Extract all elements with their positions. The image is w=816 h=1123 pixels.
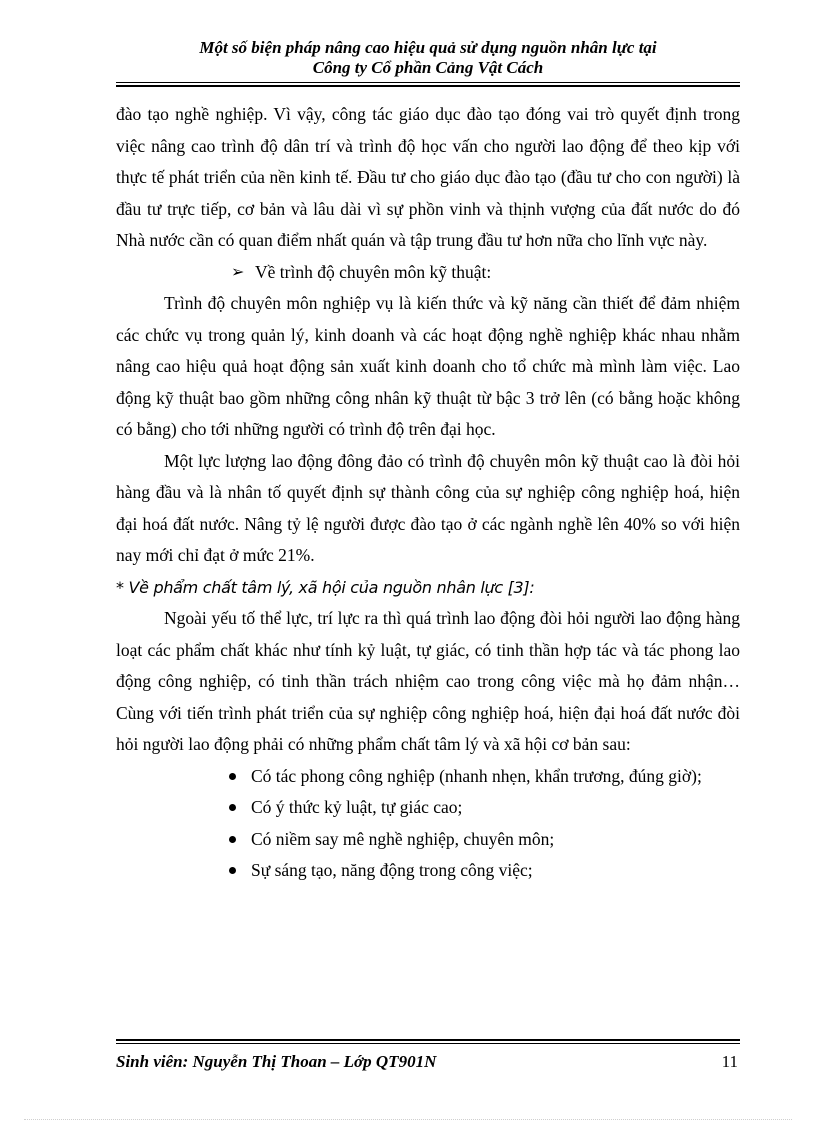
list-item-text: Có ý thức kỷ luật, tự giác cao; <box>251 797 463 817</box>
list-item-text: Có niềm say mê nghề nghiệp, chuyên môn; <box>251 828 555 849</box>
footer-rule-thick <box>116 1039 740 1041</box>
bullet-dot-icon <box>229 804 236 811</box>
document-body <box>116 99 740 887</box>
bullet-dot-icon <box>229 773 236 780</box>
footer-student-info: Sinh viên: Nguyễn Thị Thoan – Lớp QT901N <box>116 1052 437 1071</box>
paragraph-workforce: Một lực lượng lao động đông đảo có trình độ chuyên môn kỹ thuật cao là đòi hỏi hàng đầu và là nhân tố quyết định sự thành công của sự nghiệp công nghiệp hoá, hiện đại hoá đất nước. Nâng tỷ lệ người được đào tạo ở các ngành nghề lên 40% so với hiện nay mới chỉ đạt ở mức 21%. <box>116 450 740 565</box>
subheading-text: Về trình độ chuyên môn kỹ thuật: <box>255 261 492 282</box>
paragraph-qualities: Ngoài yếu tố thể lực, trí lực ra thì quá trình lao động đòi hỏi người lao động hàng loạt các phẩm chất khác như tính kỷ luật, tự giác, có tinh thần hợp tác và tác phong lao động công nghiệp, có tinh thần trách nhiệm cao trong công việc mà họ đảm nhận… Cùng với tiến trình phát triển của sự nghiệp công nghiệp hoá, hiện đại hoá đất nước đòi hỏi người lao động phải có những phẩm chất tâm lý và xã hội cơ bản sau: <box>116 608 740 754</box>
list-item <box>229 792 740 824</box>
bullet-dot-icon <box>229 836 236 843</box>
subheading-technical-qualification <box>116 257 740 289</box>
footer-rule-thin <box>116 1043 740 1044</box>
bullet-dot-icon <box>229 867 236 874</box>
arrow-bullet-icon: ➢ <box>231 263 245 281</box>
list-item-text: Sự sáng tạo, năng động trong công việc; <box>251 860 533 880</box>
paragraph-professional-level: Trình độ chuyên môn nghiệp vụ là kiến thức và kỹ năng cần thiết để đảm nhiệm các chức vụ trong quản lý, kinh doanh và các hoạt động nghề nghiệp khác nhau nhằm nâng cao hiệu quả hoạt động sản xuất kinh doanh cho tổ chức mà mình làm việc. Lao động kỹ thuật bao gồm những công nhân kỹ thuật từ bậc 3 trở lên (có bằng hoặc không có bằng) cho tới những người có trình độ trên đại học. <box>116 293 740 439</box>
list-item <box>229 855 740 887</box>
list-item <box>229 761 740 793</box>
list-item <box>229 824 740 856</box>
header-rule-thin <box>116 82 740 83</box>
section-heading-psychology: * Về phẩm chất tâm lý, xã hội của nguồn nhân lực [3]: <box>116 577 535 597</box>
paragraph-education: đào tạo nghề nghiệp. Vì vậy, công tác giáo dục đào tạo đóng vai trò quyết định trong việc nâng cao trình độ dân trí và trình độ học vấn cho người lao động để theo kịp với thực tế phát triển của nền kinh tế. Đầu tư cho giáo dục đào tạo (đầu tư cho con người) là đầu tư trực tiếp, cơ bản và lâu dài vì sự phồn vinh và thịnh vượng của đất nước do đó Nhà nước cần có quan điểm nhất quán và tập trung đầu tư hơn nữa cho lĩnh vực này. <box>116 104 740 250</box>
header-rule-thick <box>116 85 740 87</box>
page-header <box>116 38 740 78</box>
page-edge-divider <box>24 1119 792 1120</box>
page-number: 11 <box>721 1052 738 1071</box>
header-title-line2: Công ty Cổ phần Cảng Vật Cách <box>312 58 544 77</box>
qualities-list <box>116 761 740 887</box>
list-item-text: Có tác phong công nghiệp (nhanh nhẹn, khẩn trương, đúng giờ); <box>251 765 702 786</box>
header-title-line1: Một số biện pháp nâng cao hiệu quả sử dụng nguồn nhân lực tại <box>199 38 657 57</box>
